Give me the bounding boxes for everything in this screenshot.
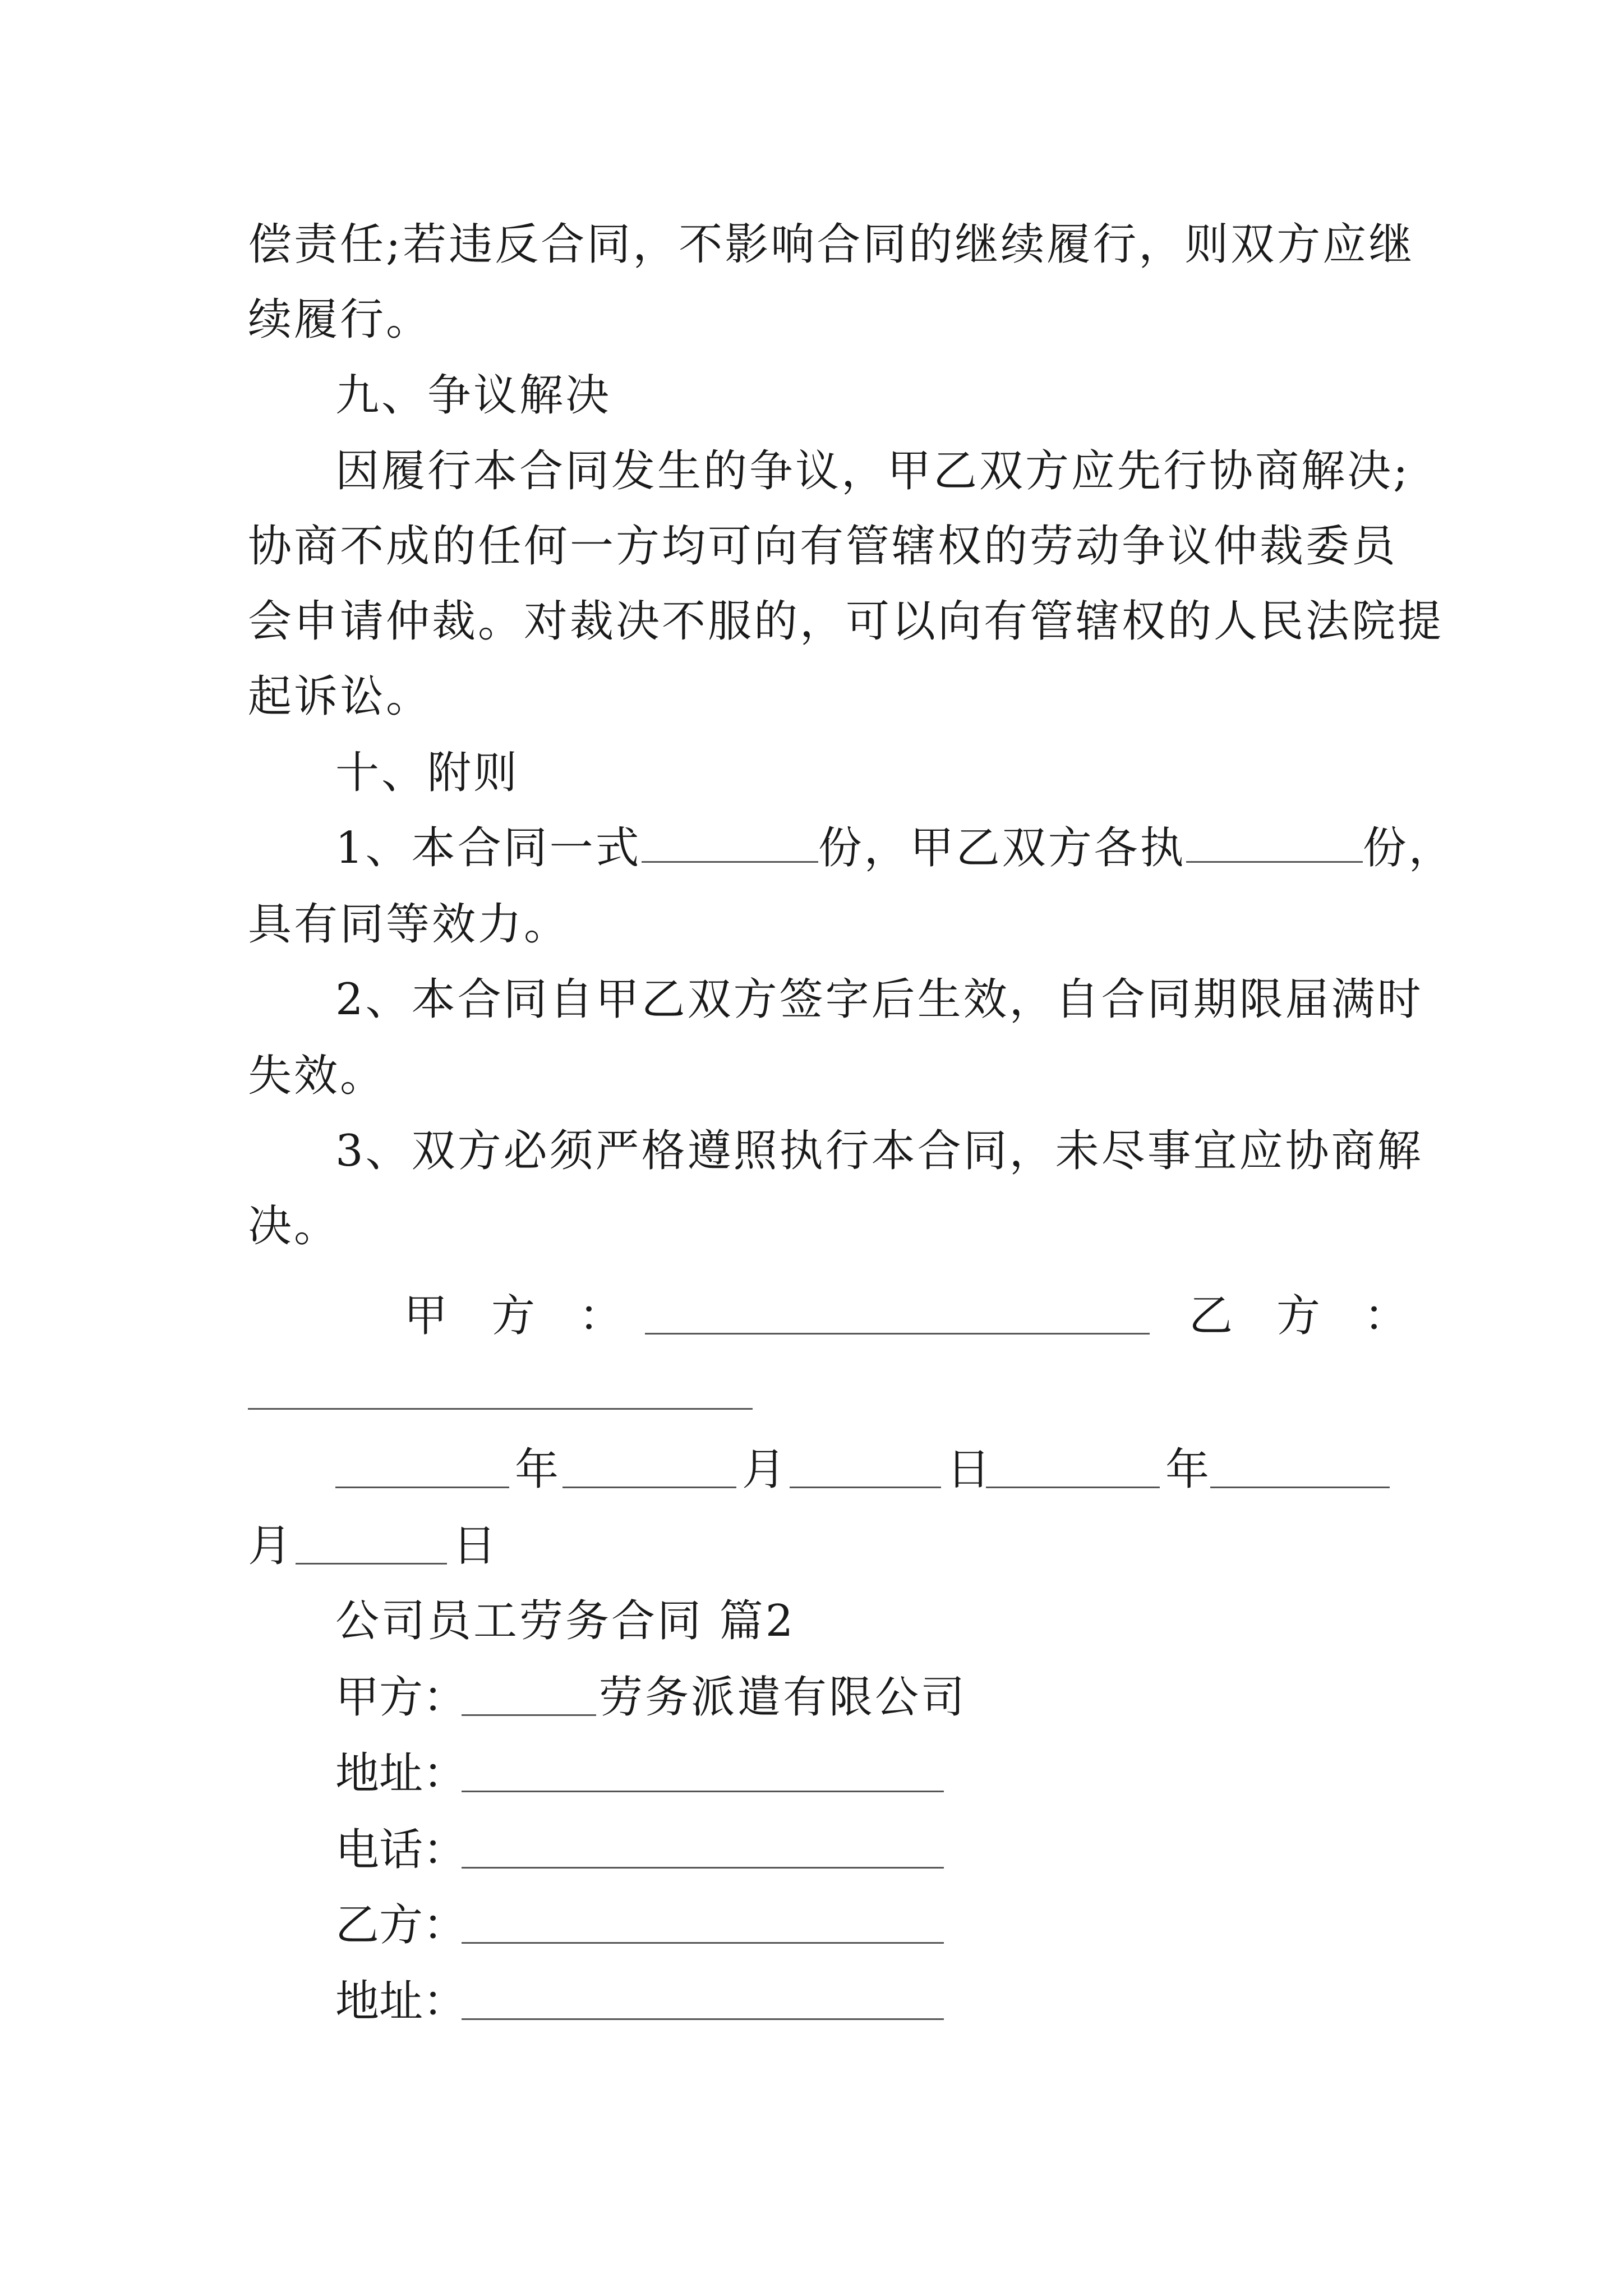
- supplement-item-3-line-2: 决。: [248, 1201, 340, 1251]
- phone-row: [335, 1816, 1392, 1884]
- address-2-field[interactable]: [462, 2018, 944, 2020]
- item-1-text-b: 份，甲乙双方各执: [818, 823, 1186, 873]
- party-a-day-blank[interactable]: [790, 1487, 941, 1488]
- date-row-continued: [248, 1512, 584, 1580]
- dispute-clause-line-1: 因履行本合同发生的争议，甲乙双方应先行协商解决;: [335, 446, 1410, 496]
- copies-each-blank[interactable]: [1186, 822, 1363, 863]
- party-b-row: [335, 1892, 1392, 1959]
- day-label: 日: [947, 1444, 991, 1495]
- party-b-day-blank[interactable]: [296, 1563, 447, 1565]
- party-a-info-row: [335, 1664, 1392, 1731]
- party-a-company-suffix: 劳务派遣有限公司: [599, 1672, 967, 1723]
- text-run: 偿责任;若违反合同，不影响合同的继续履行，则双方应继: [248, 219, 1415, 270]
- signature-row: [404, 1282, 1413, 1350]
- party-a-year-blank[interactable]: [335, 1487, 509, 1488]
- address-2-label: 地址：: [335, 1976, 467, 2027]
- party-b-signature-label: 乙 方 ：: [1189, 1291, 1408, 1341]
- year-label: 年: [515, 1444, 559, 1495]
- supplement-item-2-line-1: 2、本合同自甲乙双方签字后生效，自合同期限届满时: [335, 974, 1423, 1025]
- date-row: [335, 1436, 1392, 1503]
- party-b-field[interactable]: [462, 1942, 944, 1944]
- address-row: [335, 1740, 1392, 1807]
- supplement-item-2-line-2: 失效。: [248, 1051, 386, 1101]
- item-1-text-c: 份，: [1362, 823, 1455, 873]
- day-label-b: 日: [453, 1521, 497, 1571]
- address-field[interactable]: [462, 1791, 944, 1792]
- dispute-clause-line-4: 起诉讼。: [248, 671, 432, 722]
- supplement-item-1-line-2: 具有同等效力。: [248, 899, 570, 950]
- item-1-text-a: 1、本合同一式: [335, 823, 642, 873]
- party-a-prefix: 甲方：: [335, 1672, 467, 1723]
- section-10-heading: 十、附则: [335, 748, 520, 798]
- party-b-year-blank[interactable]: [986, 1487, 1160, 1488]
- month-label-b: 月: [248, 1521, 292, 1571]
- supplement-item-3-line-1: 3、双方必须严格遵照执行本合同，未尽事宜应协商解: [335, 1126, 1423, 1176]
- clause-liability-line-2: 续履行。: [248, 295, 432, 345]
- party-a-signature-line[interactable]: [645, 1333, 1150, 1335]
- phone-field[interactable]: [462, 1867, 944, 1869]
- address-2-row: [335, 1968, 1392, 2035]
- party-b-label: 乙方：: [335, 1900, 467, 1950]
- party-a-signature-label: 甲 方 ：: [404, 1291, 623, 1341]
- phone-label: 电话：: [335, 1825, 467, 1875]
- party-b-signature-line[interactable]: [248, 1408, 753, 1410]
- month-label: 月: [742, 1444, 786, 1495]
- clause-liability-line-1: [248, 211, 1415, 278]
- dispute-clause-line-2: 协商不成的任何一方均可向有管辖权的劳动争议仲裁委员: [248, 521, 1398, 572]
- section-9-heading: 九、争议解决: [335, 370, 612, 421]
- dispute-clause-line-3: 会申请仲裁。对裁决不服的，可以向有管辖权的人民法院提: [248, 596, 1444, 647]
- party-b-month-blank-start[interactable]: [1210, 1487, 1390, 1488]
- year-label-b: 年: [1165, 1444, 1210, 1495]
- section-2-title: 公司员工劳务合同 篇2: [335, 1596, 796, 1646]
- supplement-item-1-line-1: [335, 815, 1455, 882]
- party-a-name-blank[interactable]: [462, 1714, 596, 1716]
- copies-total-blank[interactable]: [642, 822, 818, 863]
- party-a-month-blank[interactable]: [562, 1487, 736, 1488]
- address-label: 地址：: [335, 1749, 467, 1799]
